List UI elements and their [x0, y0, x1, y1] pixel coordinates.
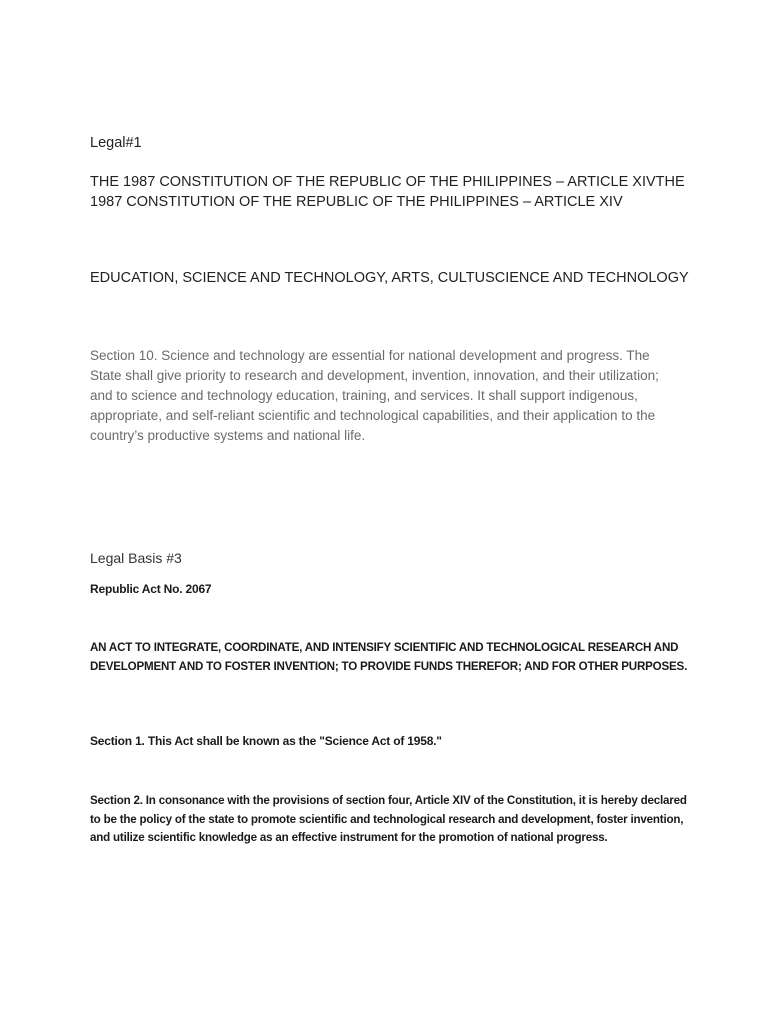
- constitution-title: THE 1987 CONSTITUTION OF THE REPUBLIC OF THE PHILIPPINES – ARTICLE XIVTHE 1987 CONSTITUTION OF THE REPUBLIC OF THE PHILIPPINES – ARTICLE XIV: [90, 174, 685, 210]
- section-2-paragraph: Section 2. In consonance with the provisions of section four, Article XIV of the Constitution, it is hereby declared to be the policy of the state to promote scientific and technological research and development, foster invention, and utilize scientific knowledge as an effective instrument for the promotion of national progress.: [90, 794, 687, 844]
- article-subtitle: EDUCATION, SCIENCE AND TECHNOLOGY, ARTS, CULTUSCIENCE AND TECHNOLOGY: [90, 270, 689, 286]
- republic-act-number: Republic Act No. 2067: [90, 582, 212, 596]
- legal-basis-heading: Legal Basis #3: [90, 550, 182, 566]
- act-title: AN ACT TO INTEGRATE, COORDINATE, AND INTENSIFY SCIENTIFIC AND TECHNOLOGICAL RESEARCH AND DEVELOPMENT AND TO FOSTER INVENTION; TO PROVIDE FUNDS THEREFOR; AND FOR OTHER PURPOSES.: [90, 641, 688, 673]
- legal-heading: Legal#1: [90, 135, 142, 151]
- section-10-paragraph: Section 10. Science and technology are essential for national development and progress. The State shall give priority to research and development, invention, innovation, and their utilization; and to science and technology education, training, and services. It shall support indigenous, appropriate, and self-reliant scientific and technological capabilities, and their application to the country’s productive systems and national life.: [90, 348, 659, 443]
- section-1-paragraph: Section 1. This Act shall be known as the "Science Act of 1958.": [90, 734, 442, 748]
